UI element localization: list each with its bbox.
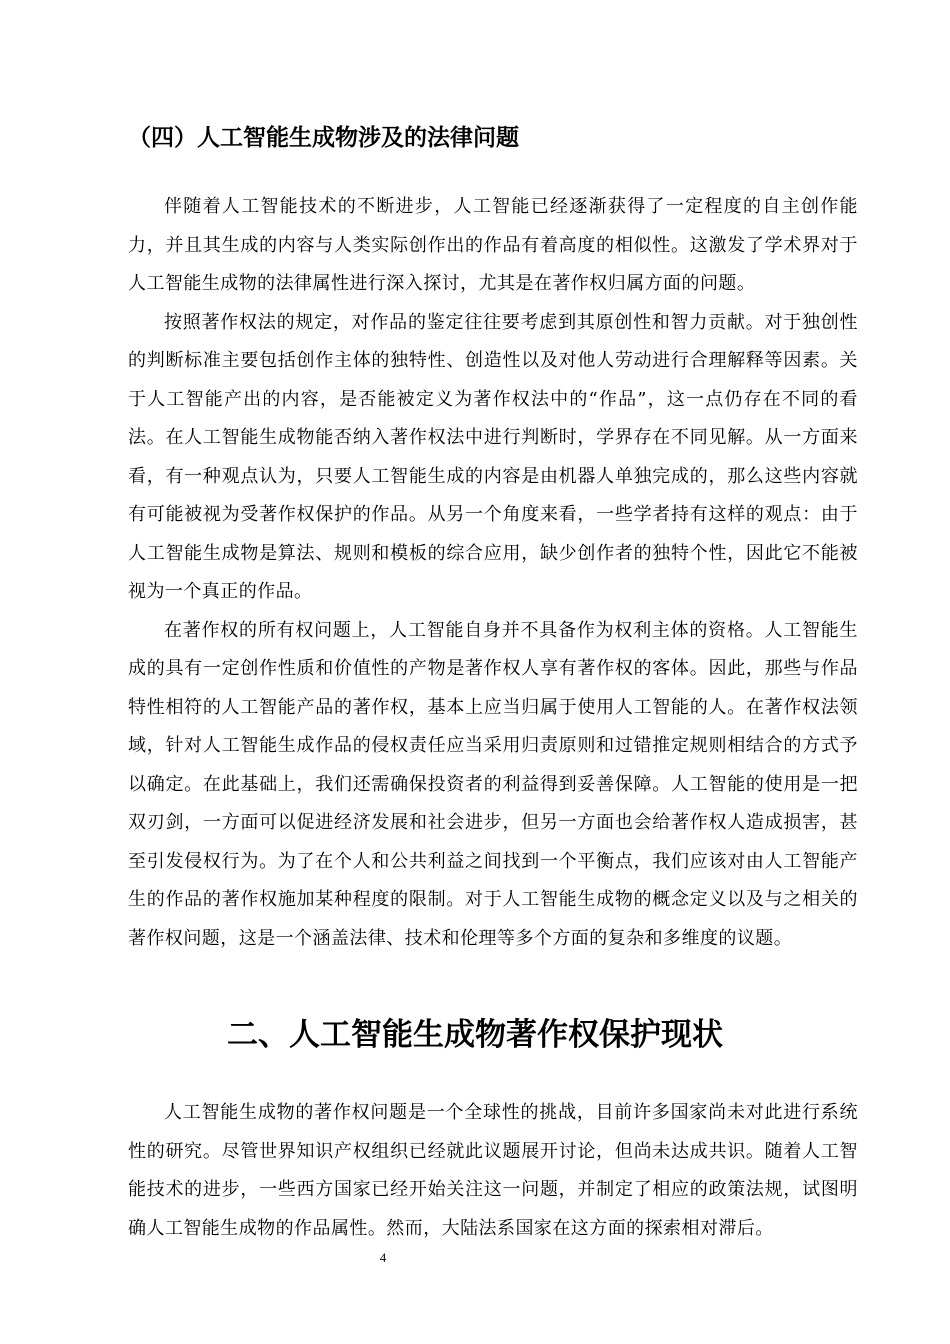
body-paragraph: 在著作权的所有权问题上，人工智能自身并不具备作为权利主体的资格。人工智能生成的具有一定创作性质和价值性的产物是著作权人享有著作权的客体。因此，那些与作品特性相符的人工智能产品的著作权，基本上应当归属于使用人工智能的人。在著作权法领域，针对人工智能生成作品的侵权责任应当采用归责原则和过错推定规则相结合的方式予以确定。在此基础上，我们还需确保投资者的利益得到妥善保障。人工智能的使用是一把双刃剑，一方面可以促进经济发展和社会进步，但另一方面也会给著作权人造成损害，甚至引发侵权行为。为了在个人和公共利益之间找到一个平衡点，我们应该对由人工智能产生的作品的著作权施加某种程度的限制。对于人工智能生成物的概念定义以及与之相关的著作权问题，这是一个涵盖法律、技术和伦理等多个方面的复杂和多维度的议题。: [128, 619, 858, 949]
section-body: [128, 188, 858, 958]
page-number: 4: [379, 1250, 387, 1265]
chapter-body: [128, 1094, 858, 1248]
body-paragraph: 伴随着人工智能技术的不断进步，人工智能已经逐渐获得了一定程度的自主创作能力，并且其生成的内容与人类实际创作出的作品有着高度的相似性。这激发了学术界对于人工智能生成物的法律属性进行深入探讨，尤其是在著作权归属方面的问题。: [128, 196, 858, 294]
body-paragraph: 人工智能生成物的著作权问题是一个全球性的挑战，目前许多国家尚未对此进行系统性的研究。尽管世界知识产权组织已经就此议题展开讨论，但尚未达成共识。随着人工智能技术的进步，一些西方国家已经开始关注这一问题，并制定了相应的政策法规，试图明确人工智能生成物的作品属性。然而，大陆法系国家在这方面的探索相对滞后。: [128, 1102, 858, 1239]
section-heading: （四）人工智能生成物涉及的法律问题: [128, 125, 519, 151]
chapter-heading: 二、人工智能生成物著作权保护现状: [227, 1017, 723, 1053]
body-paragraph: 按照著作权法的规定，对作品的鉴定往往要考虑到其原创性和智力贡献。对于独创性的判断标准主要包括创作主体的独特性、创造性以及对他人劳动进行合理解释等因素。关于人工智能产出的内容，是否能被定义为著作权法中的“作品”，这一点仍存在不同的看法。在人工智能生成物能否纳入著作权法中进行判断时，学界存在不同见解。从一方面来看，有一种观点认为，只要人工智能生成的内容是由机器人单独完成的，那么这些内容就有可能被视为受著作权保护的作品。从另一个角度来看，一些学者持有这样的观点：由于人工智能生成物是算法、规则和模板的综合应用，缺少创作者的独特个性，因此它不能被视为一个真正的作品。: [128, 311, 858, 602]
